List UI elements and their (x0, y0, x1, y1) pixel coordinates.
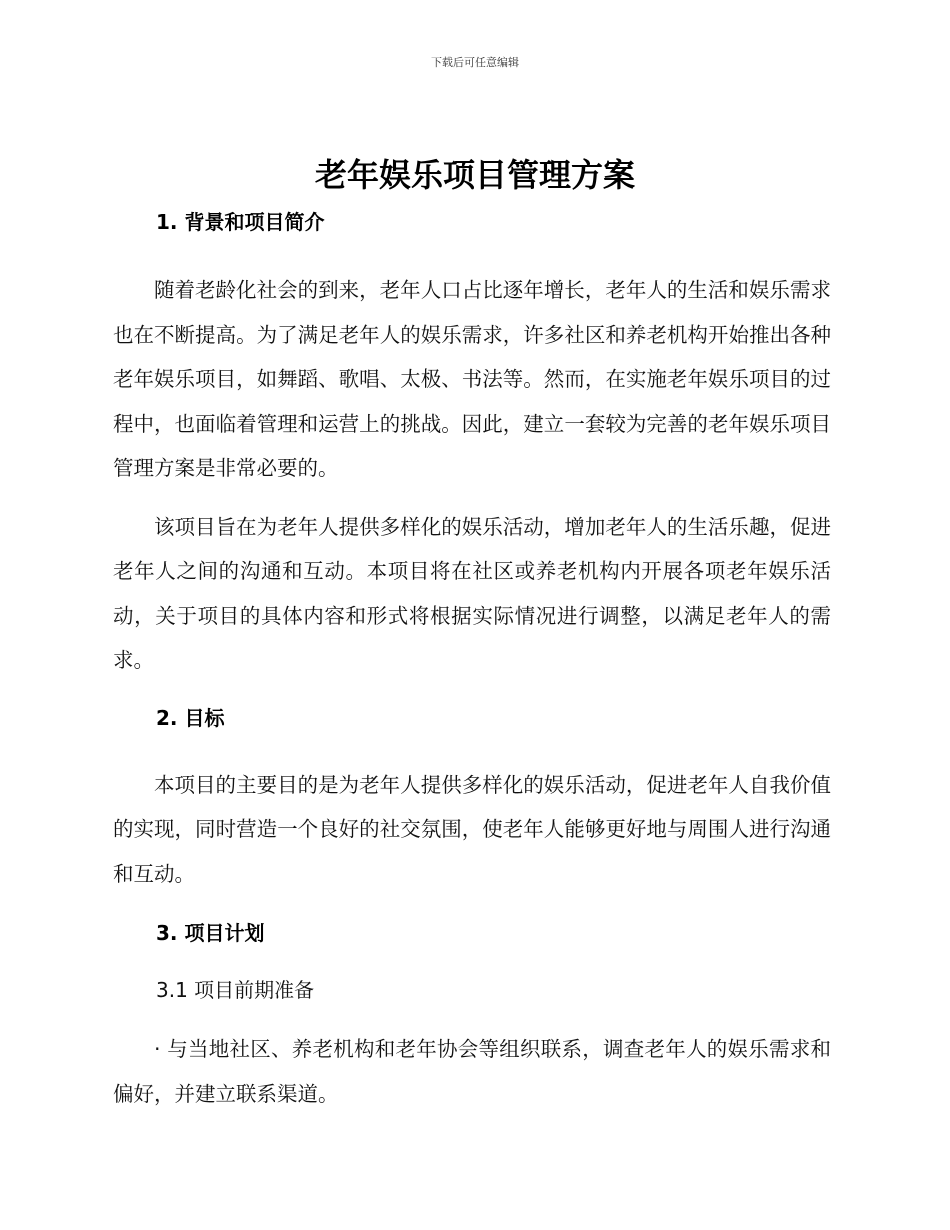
bullet-item-contact: · 与当地社区、养老机构和老年协会等组织联系，调查老年人的娱乐需求和偏好，并建立联系渠道。 (113, 1037, 831, 1106)
paragraph-background-1: 随着老龄化社会的到来，老年人口占比逐年增长，老年人的生活和娱乐需求也在不断提高。为了满足老年人的娱乐需求，许多社区和养老机构开始推出各种老年娱乐项目，如舞蹈、歌唱、太极、书法等。然而，在实施老年娱乐项目的过程中，也面临着管理和运营上的挑战。因此，建立一套较为完善的老年娱乐项目管理方案是非常必要的。 (113, 278, 831, 480)
section-heading-background: 1. 背景和项目简介 (156, 210, 325, 234)
header-note: 下载后可任意编辑 (431, 56, 519, 69)
document-title: 老年娱乐项目管理方案 (314, 156, 635, 194)
subsection-heading-preparation: 3.1 项目前期准备 (156, 978, 315, 1002)
document-body (113, 205, 831, 1116)
section-heading-plan: 3. 项目计划 (156, 921, 265, 945)
section-heading-goals: 2. 目标 (156, 705, 225, 730)
paragraph-goals: 本项目的主要目的是为老年人提供多样化的娱乐活动，促进老年人自我价值的实现，同时营造一个良好的社交氛围，使老年人能够更好地与周围人进行沟通和互动。 (113, 772, 831, 886)
paragraph-background-2: 该项目旨在为老年人提供多样化的娱乐活动，增加老年人的生活乐趣，促进老年人之间的沟通和互动。本项目将在社区或养老机构内开展各项老年娱乐活动，关于项目的具体内容和形式将根据实际情况进行调整，以满足老年人的需求。 (113, 514, 831, 672)
